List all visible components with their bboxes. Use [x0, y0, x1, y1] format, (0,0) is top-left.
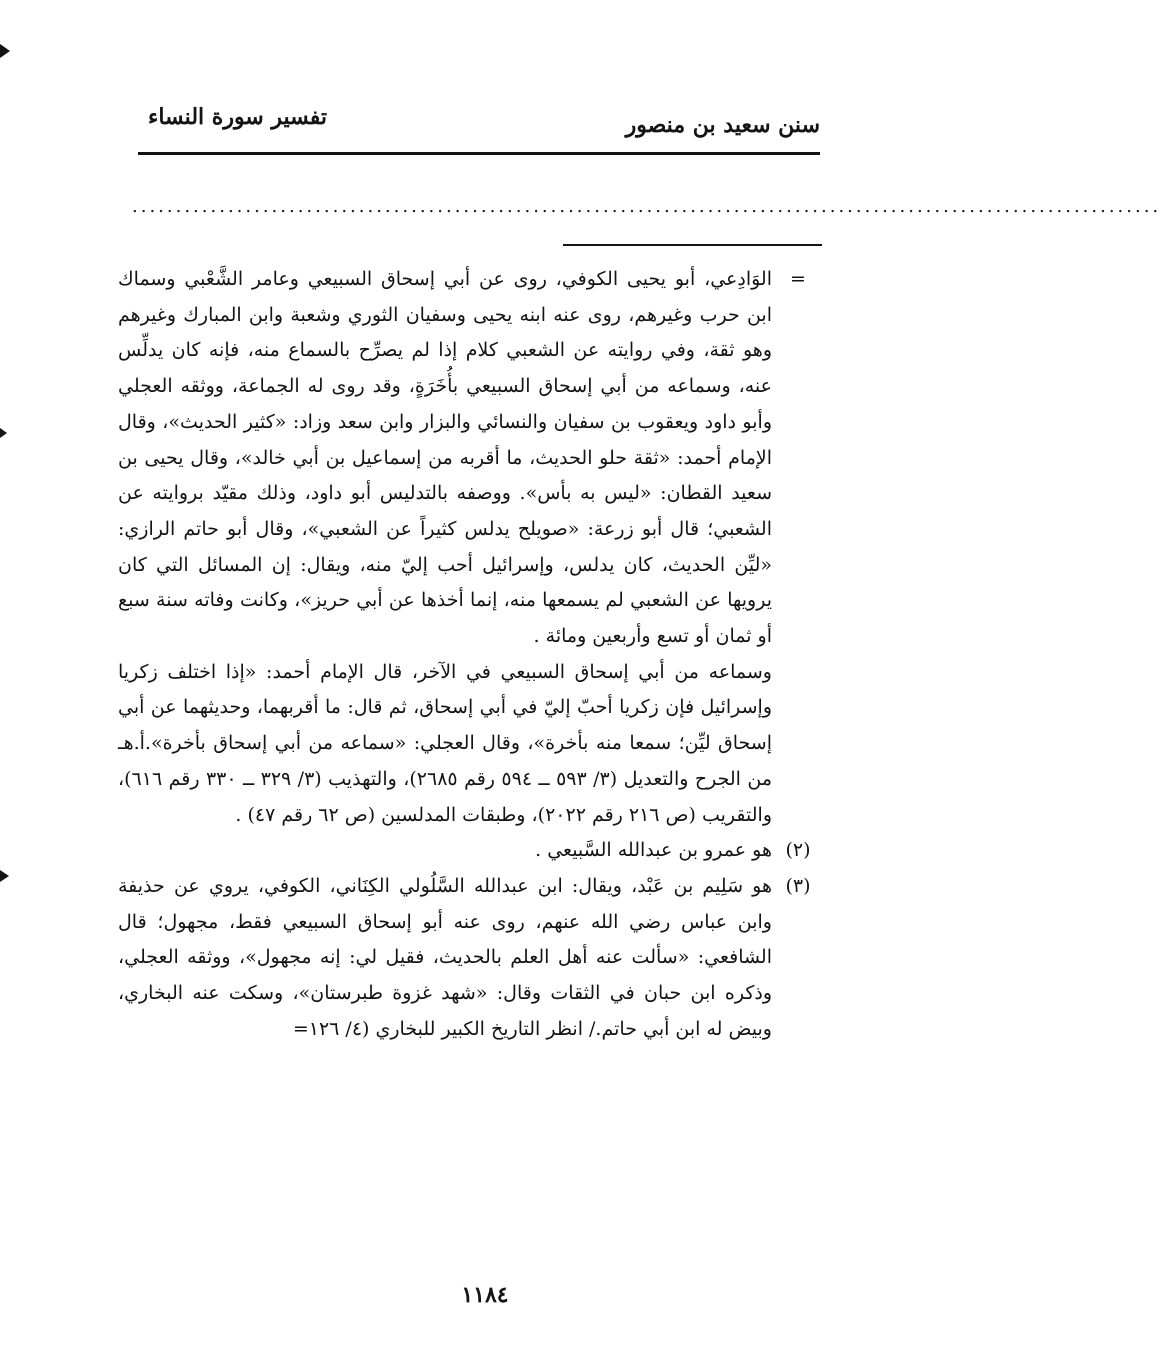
- dotted-separator: ......................................................................................................................: [132, 196, 1161, 217]
- footnote-marker: =: [790, 268, 806, 290]
- page-number: ١١٨٤: [461, 1282, 509, 1308]
- footnote-body: [118, 262, 772, 833]
- footnote-paragraph: الوَادِعي، أبو يحيى الكوفي، روى عن أبي إسحاق السبيعي وعامر الشَّعْبي وسماك ابن حرب وغيرهم، روى عنه ابنه يحيى وسفيان الثوري وشعبة وابن المبارك وغيرهم وهو ثقة، وفي روايته عن الشعبي كلام إذا لم يصرِّح بالسماع منه، فإنه كان يدلِّس عنه، وسماعه من أبي إسحاق السبيعي بأُخَرَةٍ، وقد روى له الجماعة، ووثقه العجلي وأبو داود ويعقوب بن سفيان والنسائي والبزار وابن سعد وزاد: «كثير الحديث»، وقال الإمام أحمد: «ثقة حلو الحديث، ما أقربه من إسماعيل بن أبي خالد»، وقال يحيى بن سعيد القطان: «ليس به بأس». ووصفه بالتدليس أبو داود، وذلك مقيّد بروايته عن الشعبي؛ قال أبو زرعة: «صويلح يدلس كثيراً عن الشعبي»، وقال أبو حاتم الرازي: «ليِّن الحديث، كان يدلس، وإسرائيل أحب إليّ منه، ويقال: إن المسائل التي كان يرويها عن الشعبي لم يسمعها منه، إنما أخذها عن أبي حريز»، وكانت وفاته سنة سبع أو ثمان أو تسع وأربعين ومائة .: [118, 268, 772, 648]
- footnotes-section: [118, 262, 824, 1047]
- footnote-rule: [563, 244, 822, 246]
- footnote-3: [118, 869, 824, 1048]
- footnote-continued: [118, 262, 824, 833]
- footnote-body: [118, 869, 772, 1048]
- footnote-marker: (٣): [785, 874, 811, 897]
- running-header-chapter-title: تفسير سورة النساء: [148, 104, 328, 130]
- footnote-paragraph: هو عمرو بن عبدالله السَّبيعي .: [535, 839, 772, 862]
- header-rule: [138, 152, 820, 155]
- scan-edge-mark: [0, 870, 9, 882]
- scan-edge-mark: [0, 44, 10, 58]
- footnote-2: [118, 833, 824, 869]
- scan-edge-mark: [0, 428, 7, 438]
- footnote-marker: (٢): [785, 839, 811, 862]
- running-header-book-title: سنن سعيد بن منصور: [625, 112, 820, 138]
- footnote-paragraph: هو سَلِيم بن عَبْد، ويقال: ابن عبدالله السَّلُولي الكِنَاني، الكوفي، يروي عن حذيفة وابن عباس رضي الله عنهم، روى عنه أبو إسحاق السبيعي فقط، مجهول؛ قال الشافعي: «سألت عنه أهل العلم بالحديث، فقيل لي: إنه مجهول»، ووثقه العجلي، وذكره ابن حبان في الثقات وقال: «شهد غزوة طبرستان»، وسكت عنه البخاري، وبيض له ابن أبي حاتم./ انظر التاريخ الكبير للبخاري (٤/ ١٢٦=: [118, 874, 772, 1040]
- footnote-body: [118, 833, 772, 869]
- footnote-paragraph: وسماعه من أبي إسحاق السبيعي في الآخر، قال الإمام أحمد: «إذا اختلف زكريا وإسرائيل فإن زكريا أحبّ إليّ في أبي إسحاق، ثم قال: ما أقربهما، وحديثهما عن أبي إسحاق ليِّن؛ سمعا منه بأخرة»، وقال العجلي: «سماعه من أبي إسحاق بأخرة».أ.هـ من الجرح والتعديل (٣/ ٥٩٣ ــ ٥٩٤ رقم ٢٦٨٥)، والتهذيب (٣/ ٣٢٩ ــ ٣٣٠ رقم ٦١٦)، والتقريب (ص ٢١٦ رقم ٢٠٢٢)، وطبقات المدلسين (ص ٦٢ رقم ٤٧) .: [118, 660, 772, 826]
